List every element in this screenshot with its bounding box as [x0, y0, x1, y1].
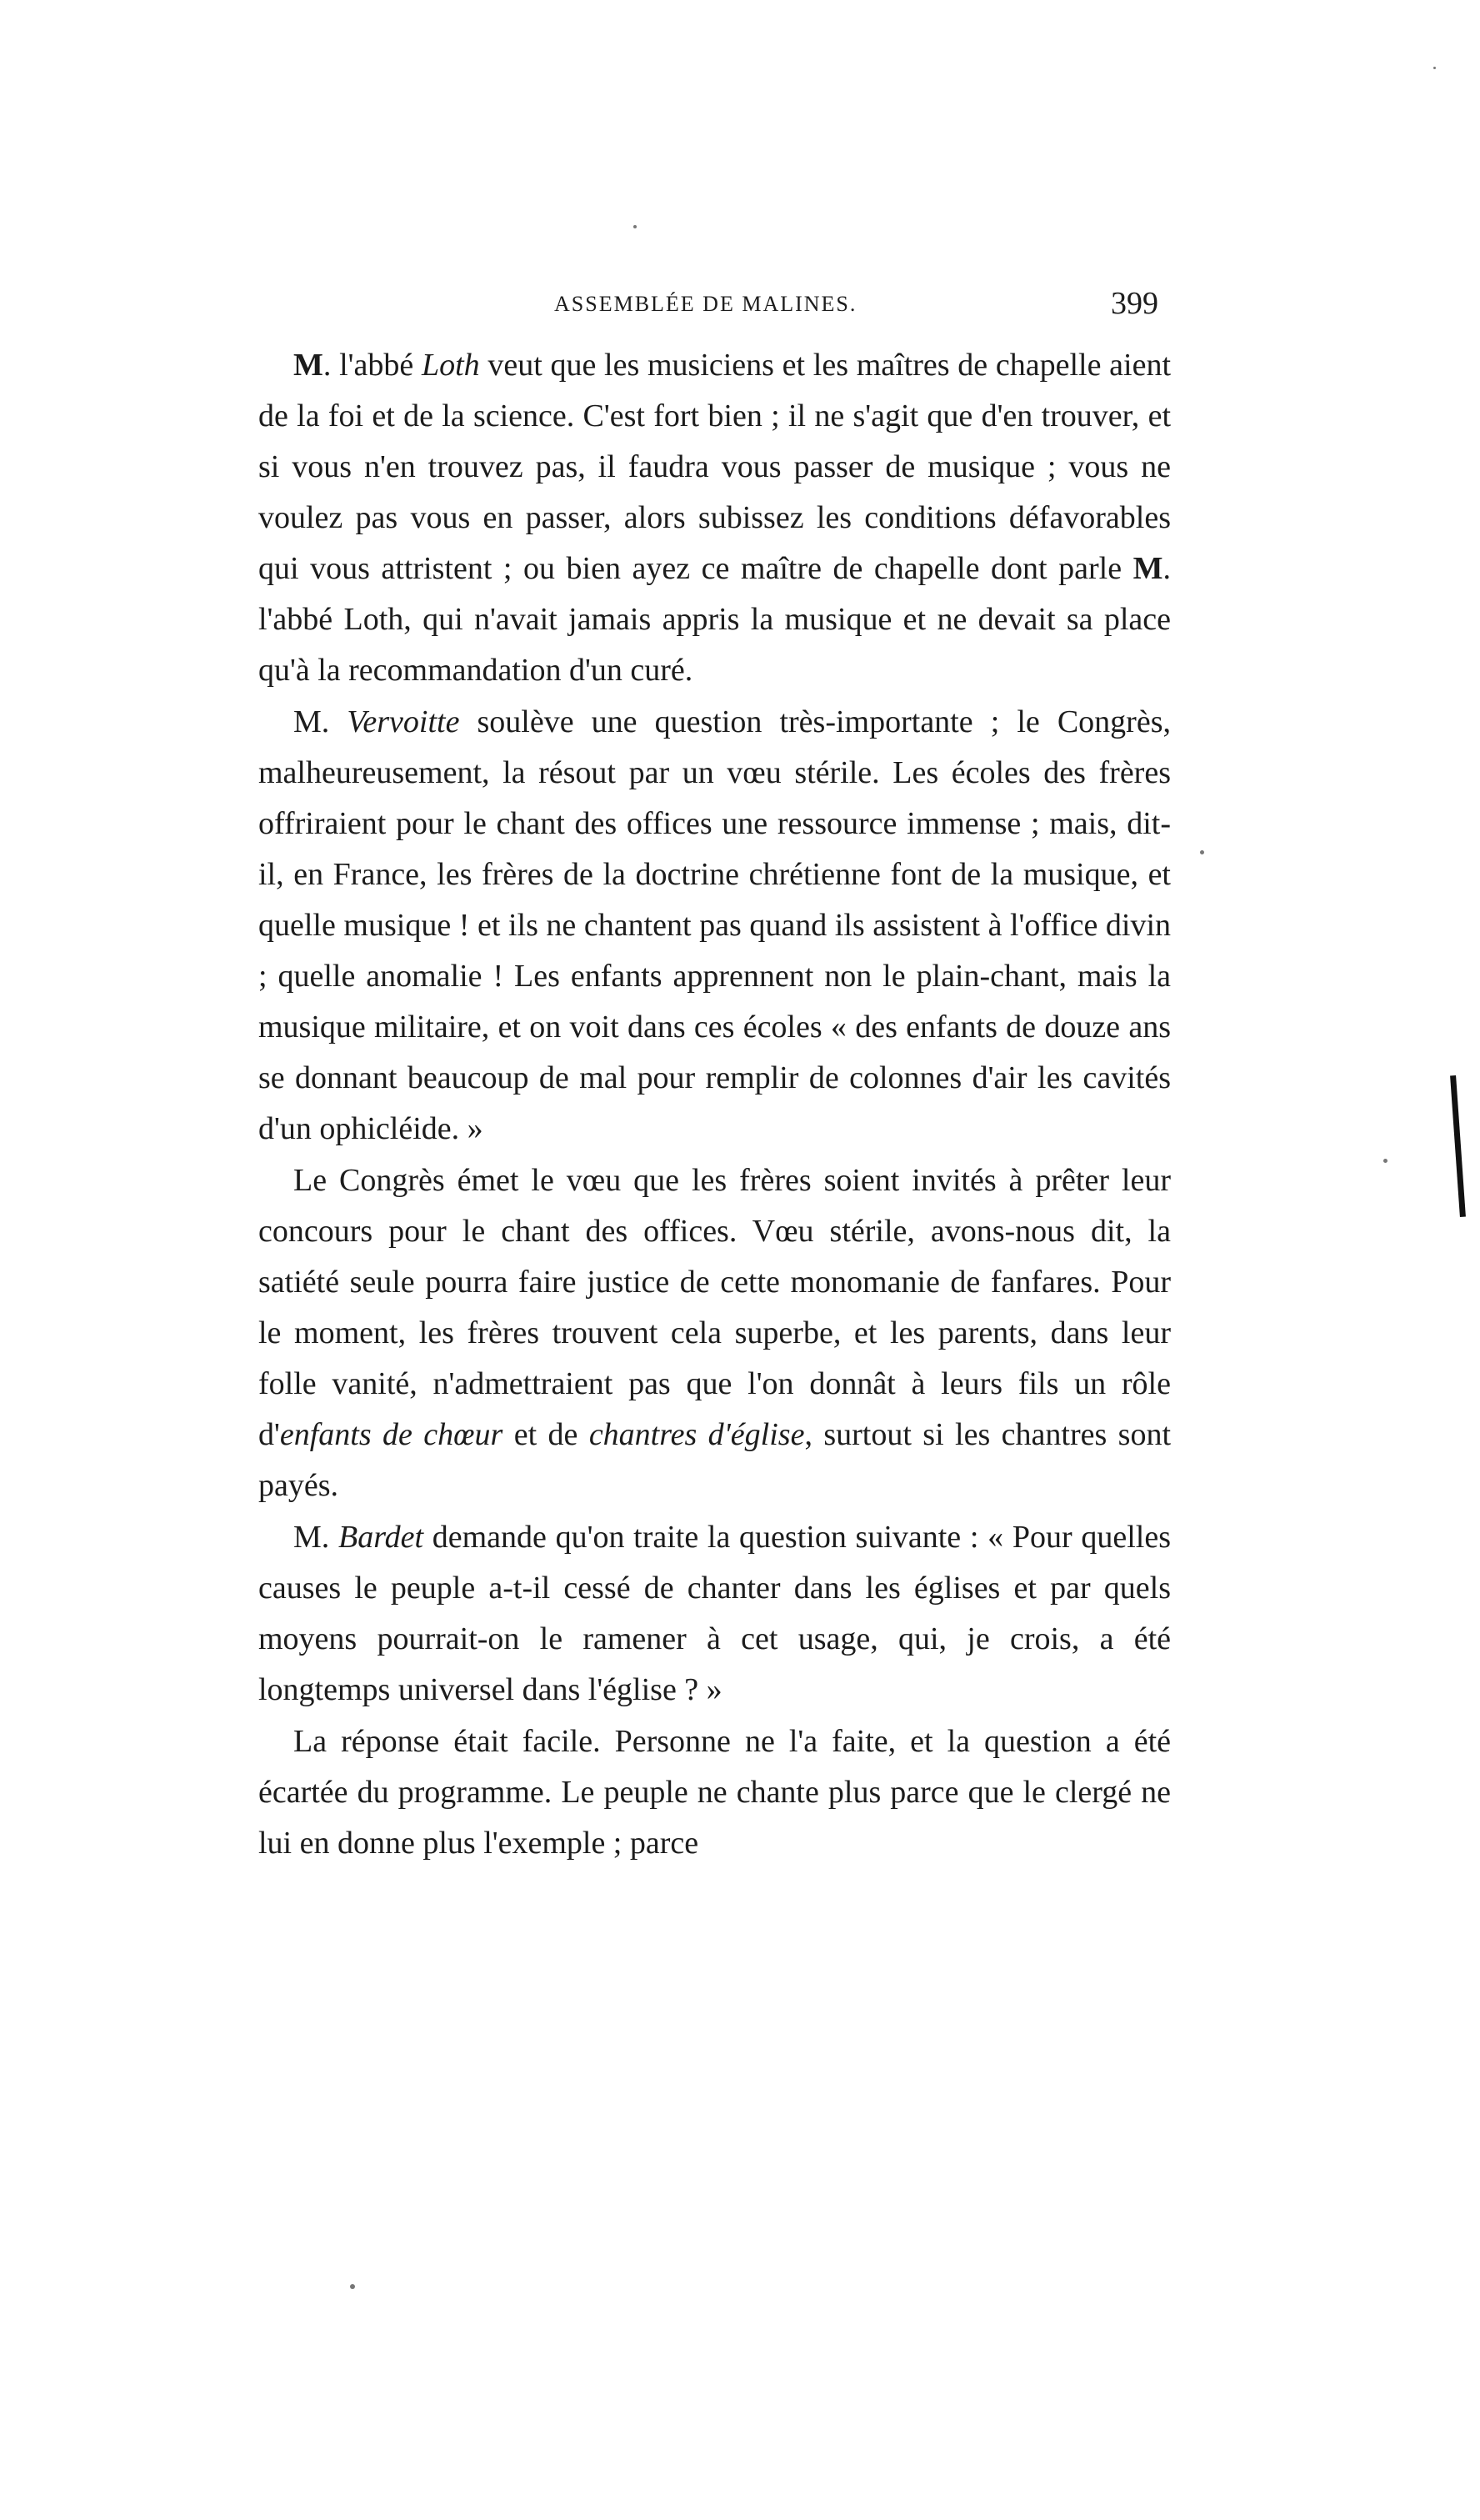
text-run: et de — [502, 1417, 589, 1452]
text-run: demande qu'on traite la question suivante : « Pour quelles causes le peuple a-t-il cessé de chanter dans les églises et par quels moyens pourrait-on le ramener à cet usage, qui, je crois, a été longtemps universel dans l'église ? » — [258, 1520, 1171, 1707]
paragraph — [258, 1512, 1171, 1716]
paragraph — [258, 1716, 1171, 1869]
bold-run: M — [1132, 551, 1163, 586]
italic-run: enfants de chœur — [279, 1417, 503, 1452]
scan-speck — [350, 2284, 355, 2289]
paragraph — [258, 340, 1171, 696]
body-text — [258, 340, 1171, 1869]
text-run: M. — [293, 1520, 338, 1555]
text-run: Le Congrès émet le vœu que les frères soient invités à prêter leur concours pour le chant des offices. Vœu stérile, avons-nous dit, la satiété seule pourra faire justice de cette monomanie de fanfares. Pour le moment, les frères trouvent cela superbe, et les parents, dans leur folle vanité, n'admettraient pas que l'on donnât à leurs fils un rôle d' — [258, 1163, 1171, 1452]
scan-speck — [1383, 1159, 1388, 1163]
text-run: , surtout si les chantres sont payés. — [258, 1417, 1172, 1503]
text-run: . l'abbé Loth, qui n'avait jamais appris la musique et ne devait sa place qu'à la recommandation d'un curé. — [258, 551, 1171, 688]
scan-speck — [1200, 850, 1204, 854]
running-title: ASSEMBLÉE DE MALINES. — [554, 292, 858, 316]
italic-run: Bardet — [338, 1520, 424, 1555]
text-run: M. — [293, 704, 348, 739]
italic-run: Loth — [421, 348, 480, 383]
bold-run: M — [293, 348, 323, 383]
page-number: 399 — [1111, 286, 1158, 321]
italic-run: Vervoitte — [347, 704, 460, 739]
paragraph — [258, 697, 1171, 1155]
scan-speck — [633, 225, 637, 228]
italic-run: chantres d'église — [588, 1417, 805, 1452]
text-run: La réponse était facile. Personne ne l'a faite, et la question a été écartée du programme. Le peuple ne chante plus parce que le clergé ne lui en donne plus l'exemple ; parce — [258, 1724, 1171, 1861]
text-run: veut que les musiciens et les maîtres de chapelle aient de la foi et de la science. C'est fort bien ; il ne s'agit que d'en trouver, et si vous n'en trouvez pas, il faudra vous passer de musique ; vous ne voulez pas vous en passer, alors subissez les conditions défavorables qui vous attristent ; ou bien ayez ce maître de chapelle dont parle — [258, 348, 1171, 586]
text-run: soulève une question très-importante ; le Congrès, malheureusement, la résout par un vœu stérile. Les écoles des frères offriraient pour le chant des offices une ressource immense ; mais, dit-il, en France, les frères de la doctrine chrétienne font de la musique, et quelle musique ! et ils ne chantent pas quand ils assistent à l'office divin ; quelle anomalie ! Les enfants apprennent non le plain-chant, mais la musique militaire, et on voit dans ces écoles « des enfants de douze ans se donnant beaucoup de mal pour remplir de colonnes d'air les cavités d'un ophicléide. » — [258, 704, 1171, 1146]
text-run: . l'abbé — [322, 348, 422, 383]
scan-speck — [1433, 67, 1436, 69]
paragraph — [258, 1155, 1171, 1511]
scan-edge-mark — [1450, 1075, 1466, 1217]
running-head — [258, 286, 1158, 333]
